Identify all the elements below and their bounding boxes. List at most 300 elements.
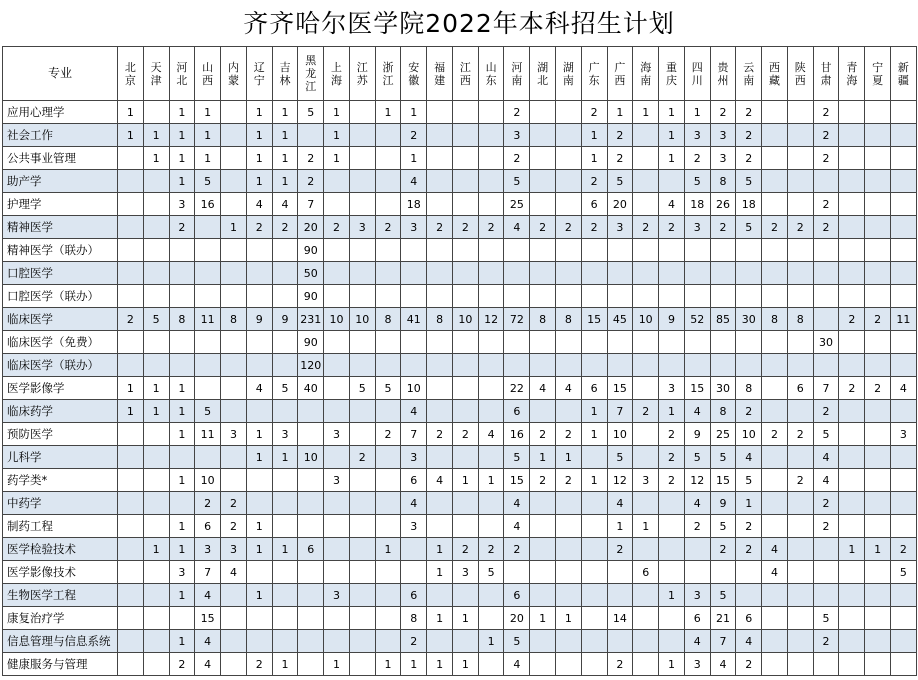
quota-cell xyxy=(736,285,762,308)
quota-cell: 2 xyxy=(581,101,607,124)
quota-cell: 90 xyxy=(298,285,324,308)
quota-cell xyxy=(736,262,762,285)
quota-cell: 5 xyxy=(890,561,916,584)
quota-cell xyxy=(813,308,839,331)
quota-cell: 2 xyxy=(375,216,401,239)
quota-cell: 2 xyxy=(169,216,195,239)
quota-cell xyxy=(324,607,350,630)
quota-cell: 8 xyxy=(736,377,762,400)
quota-cell: 1 xyxy=(246,101,272,124)
quota-cell xyxy=(427,124,453,147)
quota-cell: 3 xyxy=(169,561,195,584)
quota-cell: 90 xyxy=(298,239,324,262)
quota-cell xyxy=(324,331,350,354)
quota-cell xyxy=(839,216,865,239)
quota-cell xyxy=(890,147,916,170)
quota-cell xyxy=(684,331,710,354)
province-label: 天津 xyxy=(150,60,162,87)
quota-cell xyxy=(865,124,891,147)
quota-cell: 1 xyxy=(246,446,272,469)
quota-cell: 2 xyxy=(762,423,788,446)
quota-cell xyxy=(787,607,813,630)
quota-cell: 1 xyxy=(221,216,247,239)
province-label: 河北 xyxy=(176,60,188,87)
quota-cell xyxy=(478,170,504,193)
quota-cell xyxy=(118,331,144,354)
quota-cell xyxy=(272,584,298,607)
quota-cell xyxy=(633,423,659,446)
quota-cell xyxy=(762,101,788,124)
table-body xyxy=(3,101,917,676)
quota-cell xyxy=(865,423,891,446)
quota-cell xyxy=(246,492,272,515)
quota-cell xyxy=(246,285,272,308)
major-name-cell: 医学影像学 xyxy=(3,377,118,400)
quota-cell xyxy=(839,331,865,354)
quota-cell xyxy=(375,400,401,423)
quota-cell: 9 xyxy=(272,308,298,331)
quota-cell: 20 xyxy=(504,607,530,630)
table-row xyxy=(3,653,917,676)
quota-cell: 9 xyxy=(710,492,736,515)
quota-cell: 1 xyxy=(118,101,144,124)
quota-cell: 4 xyxy=(684,630,710,653)
quota-cell xyxy=(478,400,504,423)
enrollment-table xyxy=(2,46,917,676)
quota-cell xyxy=(530,285,556,308)
quota-cell xyxy=(556,354,582,377)
quota-cell: 1 xyxy=(556,446,582,469)
quota-cell xyxy=(272,515,298,538)
quota-cell xyxy=(349,193,375,216)
major-name-cell: 医学检验技术 xyxy=(3,538,118,561)
quota-cell: 2 xyxy=(401,124,427,147)
province-label: 青海 xyxy=(846,60,858,87)
quota-cell xyxy=(298,400,324,423)
quota-cell xyxy=(349,561,375,584)
quota-cell: 1 xyxy=(272,653,298,676)
quota-cell: 1 xyxy=(324,124,350,147)
quota-cell xyxy=(581,653,607,676)
quota-cell xyxy=(684,354,710,377)
quota-cell: 1 xyxy=(272,446,298,469)
province-label: 四川 xyxy=(691,60,703,87)
table-row xyxy=(3,515,917,538)
quota-cell xyxy=(762,170,788,193)
quota-cell xyxy=(246,630,272,653)
province-label: 上海 xyxy=(331,60,342,87)
quota-cell: 5 xyxy=(684,170,710,193)
quota-cell xyxy=(762,630,788,653)
quota-cell xyxy=(659,354,685,377)
quota-cell xyxy=(530,653,556,676)
quota-cell: 5 xyxy=(607,170,633,193)
quota-cell xyxy=(710,262,736,285)
quota-cell: 85 xyxy=(710,308,736,331)
quota-cell xyxy=(890,331,916,354)
quota-cell xyxy=(401,331,427,354)
quota-cell: 1 xyxy=(478,469,504,492)
quota-cell xyxy=(324,170,350,193)
quota-cell: 1 xyxy=(169,147,195,170)
quota-cell xyxy=(504,239,530,262)
table-row xyxy=(3,492,917,515)
quota-cell: 1 xyxy=(118,124,144,147)
quota-cell: 1 xyxy=(607,101,633,124)
quota-cell xyxy=(143,354,169,377)
quota-cell xyxy=(272,630,298,653)
table-row xyxy=(3,331,917,354)
quota-cell: 30 xyxy=(736,308,762,331)
quota-cell: 15 xyxy=(607,377,633,400)
quota-cell xyxy=(298,653,324,676)
quota-cell xyxy=(839,423,865,446)
major-name-cell: 应用心理学 xyxy=(3,101,118,124)
quota-cell xyxy=(375,170,401,193)
quota-cell xyxy=(710,239,736,262)
quota-cell xyxy=(375,515,401,538)
major-name-cell: 口腔医学 xyxy=(3,262,118,285)
quota-cell xyxy=(556,170,582,193)
quota-cell: 1 xyxy=(143,377,169,400)
quota-cell: 5 xyxy=(478,561,504,584)
quota-cell xyxy=(221,630,247,653)
quota-cell: 3 xyxy=(684,124,710,147)
table-row xyxy=(3,147,917,170)
quota-cell xyxy=(478,285,504,308)
column-header-province xyxy=(684,47,710,101)
quota-cell xyxy=(118,423,144,446)
quota-cell: 1 xyxy=(169,101,195,124)
quota-cell xyxy=(427,354,453,377)
quota-cell: 3 xyxy=(659,377,685,400)
quota-cell xyxy=(349,354,375,377)
quota-cell xyxy=(324,400,350,423)
quota-cell xyxy=(787,653,813,676)
quota-cell xyxy=(195,216,221,239)
quota-cell: 1 xyxy=(427,538,453,561)
quota-cell xyxy=(813,239,839,262)
quota-cell xyxy=(349,653,375,676)
quota-cell xyxy=(530,561,556,584)
quota-cell: 1 xyxy=(684,101,710,124)
quota-cell xyxy=(762,653,788,676)
column-header-province xyxy=(246,47,272,101)
quota-cell: 1 xyxy=(272,147,298,170)
quota-cell: 2 xyxy=(787,423,813,446)
quota-cell: 1 xyxy=(530,607,556,630)
quota-cell xyxy=(813,285,839,308)
quota-cell: 6 xyxy=(195,515,221,538)
major-name-cell: 精神医学（联办） xyxy=(3,239,118,262)
province-label: 西藏 xyxy=(769,60,781,87)
quota-cell xyxy=(246,239,272,262)
quota-cell: 7 xyxy=(607,400,633,423)
quota-cell xyxy=(839,607,865,630)
table-header-row xyxy=(3,47,917,101)
quota-cell: 2 xyxy=(865,377,891,400)
province-label: 广东 xyxy=(588,60,600,87)
quota-cell: 2 xyxy=(890,538,916,561)
quota-cell xyxy=(375,469,401,492)
quota-cell: 2 xyxy=(839,377,865,400)
quota-cell: 1 xyxy=(169,469,195,492)
major-name-cell: 预防医学 xyxy=(3,423,118,446)
quota-cell xyxy=(427,262,453,285)
quota-cell: 2 xyxy=(787,469,813,492)
quota-cell xyxy=(375,262,401,285)
quota-cell xyxy=(762,377,788,400)
quota-cell: 8 xyxy=(169,308,195,331)
quota-cell xyxy=(272,285,298,308)
quota-cell: 8 xyxy=(710,170,736,193)
quota-cell xyxy=(452,239,478,262)
quota-cell xyxy=(736,354,762,377)
quota-cell xyxy=(427,377,453,400)
quota-cell xyxy=(633,124,659,147)
province-label: 黑龙江 xyxy=(305,54,317,93)
quota-cell xyxy=(169,331,195,354)
quota-cell xyxy=(221,653,247,676)
table-row xyxy=(3,469,917,492)
quota-cell xyxy=(581,492,607,515)
quota-cell xyxy=(581,331,607,354)
quota-cell xyxy=(221,354,247,377)
column-header-province xyxy=(478,47,504,101)
quota-cell xyxy=(633,170,659,193)
quota-cell: 30 xyxy=(813,331,839,354)
quota-cell: 3 xyxy=(710,124,736,147)
quota-cell: 16 xyxy=(195,193,221,216)
quota-cell xyxy=(452,124,478,147)
quota-cell xyxy=(607,239,633,262)
table-row xyxy=(3,308,917,331)
quota-cell xyxy=(813,538,839,561)
quota-cell: 4 xyxy=(401,170,427,193)
quota-cell xyxy=(762,446,788,469)
quota-cell xyxy=(581,538,607,561)
quota-cell xyxy=(787,630,813,653)
quota-cell xyxy=(890,515,916,538)
major-name-cell: 临床医学（免费） xyxy=(3,331,118,354)
quota-cell: 4 xyxy=(504,216,530,239)
quota-cell: 2 xyxy=(736,538,762,561)
quota-cell xyxy=(684,538,710,561)
quota-cell: 2 xyxy=(504,147,530,170)
quota-cell: 4 xyxy=(221,561,247,584)
quota-cell xyxy=(452,446,478,469)
quota-cell: 10 xyxy=(452,308,478,331)
quota-cell: 2 xyxy=(710,101,736,124)
quota-cell xyxy=(375,354,401,377)
quota-cell xyxy=(427,147,453,170)
province-label: 贵州 xyxy=(717,60,729,87)
quota-cell: 11 xyxy=(890,308,916,331)
quota-cell xyxy=(349,492,375,515)
quota-cell xyxy=(452,630,478,653)
quota-cell xyxy=(195,331,221,354)
quota-cell xyxy=(839,630,865,653)
quota-cell xyxy=(813,653,839,676)
quota-cell xyxy=(349,285,375,308)
quota-cell: 6 xyxy=(633,561,659,584)
quota-cell: 5 xyxy=(607,446,633,469)
quota-cell xyxy=(762,193,788,216)
quota-cell xyxy=(890,630,916,653)
quota-cell xyxy=(607,630,633,653)
quota-cell xyxy=(401,561,427,584)
quota-cell xyxy=(324,561,350,584)
quota-cell: 5 xyxy=(710,584,736,607)
quota-cell: 7 xyxy=(813,377,839,400)
quota-cell xyxy=(556,400,582,423)
quota-cell: 90 xyxy=(298,331,324,354)
quota-cell xyxy=(427,331,453,354)
quota-cell xyxy=(530,354,556,377)
quota-cell xyxy=(349,101,375,124)
quota-cell xyxy=(195,354,221,377)
quota-cell xyxy=(762,515,788,538)
quota-cell: 5 xyxy=(143,308,169,331)
province-label: 甘肃 xyxy=(820,60,832,87)
quota-cell xyxy=(530,400,556,423)
quota-cell: 8 xyxy=(221,308,247,331)
quota-cell xyxy=(659,607,685,630)
quota-cell xyxy=(530,262,556,285)
quota-cell: 2 xyxy=(787,216,813,239)
quota-cell xyxy=(375,584,401,607)
quota-cell: 2 xyxy=(452,423,478,446)
quota-cell xyxy=(195,262,221,285)
quota-cell: 1 xyxy=(427,653,453,676)
quota-cell: 6 xyxy=(684,607,710,630)
quota-cell xyxy=(890,607,916,630)
quota-cell xyxy=(839,239,865,262)
major-name-cell: 临床药学 xyxy=(3,400,118,423)
quota-cell: 1 xyxy=(401,147,427,170)
quota-cell: 3 xyxy=(684,653,710,676)
quota-cell xyxy=(684,285,710,308)
table-row xyxy=(3,538,917,561)
table-row xyxy=(3,584,917,607)
quota-cell xyxy=(633,377,659,400)
quota-cell xyxy=(710,561,736,584)
quota-cell xyxy=(865,101,891,124)
quota-cell xyxy=(530,170,556,193)
quota-cell: 18 xyxy=(401,193,427,216)
quota-cell: 4 xyxy=(659,193,685,216)
quota-cell xyxy=(581,262,607,285)
quota-cell: 1 xyxy=(246,584,272,607)
major-name-cell: 社会工作 xyxy=(3,124,118,147)
quota-cell xyxy=(787,147,813,170)
quota-cell: 2 xyxy=(478,216,504,239)
quota-cell xyxy=(865,630,891,653)
quota-cell: 2 xyxy=(221,492,247,515)
quota-cell: 1 xyxy=(195,147,221,170)
column-header-province xyxy=(530,47,556,101)
quota-cell: 52 xyxy=(684,308,710,331)
quota-cell: 2 xyxy=(633,400,659,423)
quota-cell xyxy=(787,124,813,147)
quota-cell xyxy=(865,400,891,423)
quota-cell: 1 xyxy=(324,653,350,676)
quota-cell: 2 xyxy=(169,653,195,676)
quota-cell xyxy=(452,101,478,124)
quota-cell: 5 xyxy=(504,630,530,653)
quota-cell xyxy=(813,170,839,193)
quota-cell xyxy=(839,469,865,492)
quota-cell: 4 xyxy=(427,469,453,492)
quota-cell xyxy=(195,239,221,262)
quota-cell: 25 xyxy=(710,423,736,446)
major-name-cell: 助产学 xyxy=(3,170,118,193)
quota-cell xyxy=(375,331,401,354)
quota-cell xyxy=(401,354,427,377)
quota-cell xyxy=(298,492,324,515)
province-label: 山西 xyxy=(202,60,214,87)
table-row xyxy=(3,354,917,377)
quota-cell xyxy=(736,239,762,262)
quota-cell xyxy=(839,584,865,607)
quota-cell: 5 xyxy=(736,170,762,193)
quota-cell: 16 xyxy=(504,423,530,446)
province-label: 辽宁 xyxy=(253,60,265,87)
quota-cell xyxy=(556,630,582,653)
quota-cell xyxy=(839,492,865,515)
quota-cell xyxy=(762,285,788,308)
quota-cell xyxy=(478,584,504,607)
table-row xyxy=(3,101,917,124)
quota-cell xyxy=(272,607,298,630)
quota-cell: 1 xyxy=(581,124,607,147)
quota-cell xyxy=(221,262,247,285)
quota-cell xyxy=(710,285,736,308)
quota-cell xyxy=(659,239,685,262)
quota-cell: 20 xyxy=(298,216,324,239)
quota-cell: 1 xyxy=(581,469,607,492)
quota-cell xyxy=(890,285,916,308)
quota-cell xyxy=(556,331,582,354)
quota-cell: 10 xyxy=(298,446,324,469)
quota-cell xyxy=(787,285,813,308)
quota-cell: 2 xyxy=(427,216,453,239)
quota-cell xyxy=(556,101,582,124)
quota-cell xyxy=(633,193,659,216)
quota-cell: 1 xyxy=(839,538,865,561)
quota-cell xyxy=(865,262,891,285)
quota-cell xyxy=(478,262,504,285)
quota-cell xyxy=(659,170,685,193)
quota-cell xyxy=(607,285,633,308)
quota-cell xyxy=(118,262,144,285)
quota-cell: 5 xyxy=(272,377,298,400)
quota-cell xyxy=(169,239,195,262)
quota-cell: 1 xyxy=(118,400,144,423)
major-name-cell: 康复治疗学 xyxy=(3,607,118,630)
quota-cell xyxy=(736,331,762,354)
quota-cell xyxy=(118,538,144,561)
quota-cell: 10 xyxy=(401,377,427,400)
quota-cell xyxy=(530,101,556,124)
quota-cell: 1 xyxy=(427,561,453,584)
quota-cell: 3 xyxy=(633,469,659,492)
quota-cell: 5 xyxy=(813,423,839,446)
quota-cell xyxy=(865,469,891,492)
quota-cell xyxy=(324,285,350,308)
quota-cell xyxy=(427,101,453,124)
quota-cell: 1 xyxy=(659,653,685,676)
